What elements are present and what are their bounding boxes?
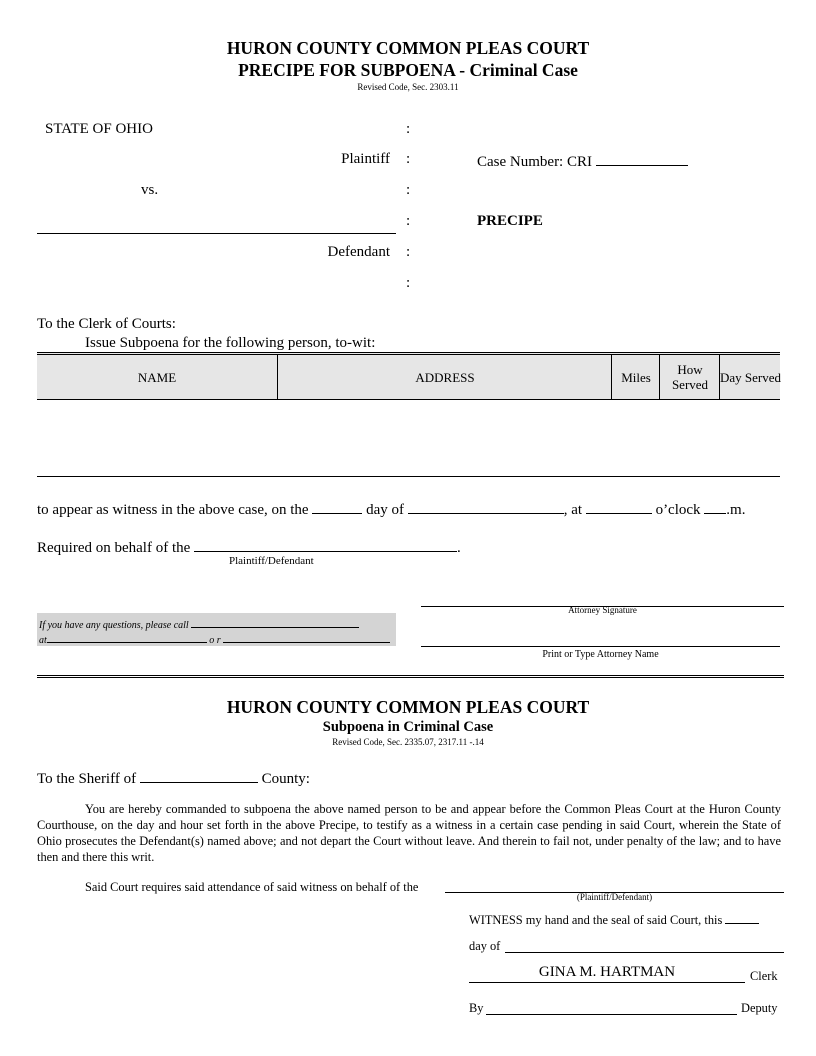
caption-colon: : xyxy=(406,275,411,291)
issue-subpoena: Issue Subpoena for the following person, to-wit: xyxy=(85,335,376,351)
state-of-ohio: STATE OF OHIO xyxy=(45,121,153,137)
appear-sentence xyxy=(37,499,745,519)
column-day-served: Day Served xyxy=(719,355,781,399)
appear-text: .m. xyxy=(726,502,746,518)
witness-line xyxy=(469,911,759,928)
case-number-field[interactable] xyxy=(596,151,688,166)
day-of-label: day of xyxy=(469,939,501,953)
case-number xyxy=(477,151,688,171)
contact-name-field[interactable] xyxy=(191,617,359,628)
required-sentence xyxy=(37,537,461,557)
witness-table-header xyxy=(37,352,780,400)
plaintiff-label: Plaintiff xyxy=(341,151,390,167)
witness-day-field[interactable] xyxy=(725,911,759,924)
attorney-name-caption: Print or Type Attorney Name xyxy=(542,649,659,660)
defendant-label: Defendant xyxy=(327,244,390,260)
attendance-text: Said Court requires said attendance of said witness on behalf of the xyxy=(85,880,419,894)
appear-text: day of xyxy=(366,502,404,518)
witness-entry-line[interactable] xyxy=(37,476,780,477)
case-number-label: Case Number: CRI xyxy=(477,154,592,170)
revised-code: Revised Code, Sec. 2303.11 xyxy=(357,82,459,92)
appear-ampm-field[interactable] xyxy=(704,499,726,514)
sheriff-label: To the Sheriff of xyxy=(37,771,137,787)
attendance-caption: (Plaintiff/Defendant) xyxy=(576,892,653,902)
plaintiff-defendant-caption: Plaintiff/Defendant xyxy=(229,555,314,567)
column-how-served: How Served xyxy=(659,355,720,399)
section-divider xyxy=(37,675,784,679)
caption-colon: : xyxy=(406,244,411,260)
required-text: Required on behalf of the xyxy=(37,540,191,556)
vs-label: vs. xyxy=(141,182,159,198)
required-period: . xyxy=(457,540,461,556)
court-title: HURON COUNTY COMMON PLEAS COURT xyxy=(226,38,590,58)
appear-day-field[interactable] xyxy=(312,499,362,514)
subpoena-form-title: Subpoena in Criminal Case xyxy=(322,719,494,735)
precipe-label: PRECIPE xyxy=(477,213,543,229)
at-label: at xyxy=(39,635,47,646)
phone-field[interactable] xyxy=(47,632,207,643)
deputy-signature-field[interactable] xyxy=(486,1014,737,1015)
caption-colon: : xyxy=(406,121,411,137)
clerk-label: Clerk xyxy=(750,969,778,983)
clerk-name: GINA M. HARTMAN xyxy=(538,964,676,980)
defendant-name-field[interactable] xyxy=(37,233,396,234)
deputy-label: Deputy xyxy=(741,1001,778,1015)
column-name: NAME xyxy=(137,369,177,385)
questions-text: If you have any questions, please call xyxy=(39,620,189,631)
subpoena-revised-code: Revised Code, Sec. 2335.07, 2317.11 -.14 xyxy=(332,737,484,747)
county-label: County: xyxy=(261,771,310,787)
to-clerk: To the Clerk of Courts: xyxy=(37,316,176,332)
caption-colon: : xyxy=(406,182,411,198)
phone-line xyxy=(39,632,390,646)
attorney-signature-caption: Attorney Signature xyxy=(568,605,637,615)
clerk-signature-line xyxy=(469,982,745,983)
appear-text: o’clock xyxy=(655,502,701,518)
county-field[interactable] xyxy=(140,768,258,783)
column-miles: Miles xyxy=(611,355,660,399)
caption-colon: : xyxy=(406,151,411,167)
alt-phone-field[interactable] xyxy=(223,632,390,643)
command-paragraph: You are hereby commanded to subpoena the above named person to be and appear before the Common Pleas Court at the Huron County Courthouse, on the day and hour set forth in the above Precipe, to testify as a witness in a certain case pending in said Court, wherein the State of Ohio prosecutes the Defendant(s) named above; and not depart the Court without leave. And therein to fail not, under penalty of the law; and to have then and there this writ. xyxy=(37,802,781,864)
appear-text: , at xyxy=(563,502,583,518)
behalf-field[interactable] xyxy=(194,537,457,552)
day-of-field[interactable] xyxy=(505,952,784,953)
caption-colon: : xyxy=(406,213,411,229)
column-address: ADDRESS xyxy=(277,355,612,399)
or-label: o r xyxy=(209,635,221,646)
by-label: By xyxy=(469,1001,484,1015)
appear-text: to appear as witness in the above case, on the xyxy=(37,502,309,518)
witness-text: WITNESS my hand and the seal of said Court, this xyxy=(469,913,723,927)
questions-box xyxy=(37,613,396,646)
attorney-name-field[interactable] xyxy=(421,646,780,647)
subpoena-court-title: HURON COUNTY COMMON PLEAS COURT xyxy=(226,697,590,717)
sheriff-line xyxy=(37,768,310,788)
form-title: PRECIPE FOR SUBPOENA - Criminal Case xyxy=(238,60,578,80)
questions-line xyxy=(39,617,359,631)
appear-month-field[interactable] xyxy=(408,499,564,514)
appear-hour-field[interactable] xyxy=(586,499,652,514)
